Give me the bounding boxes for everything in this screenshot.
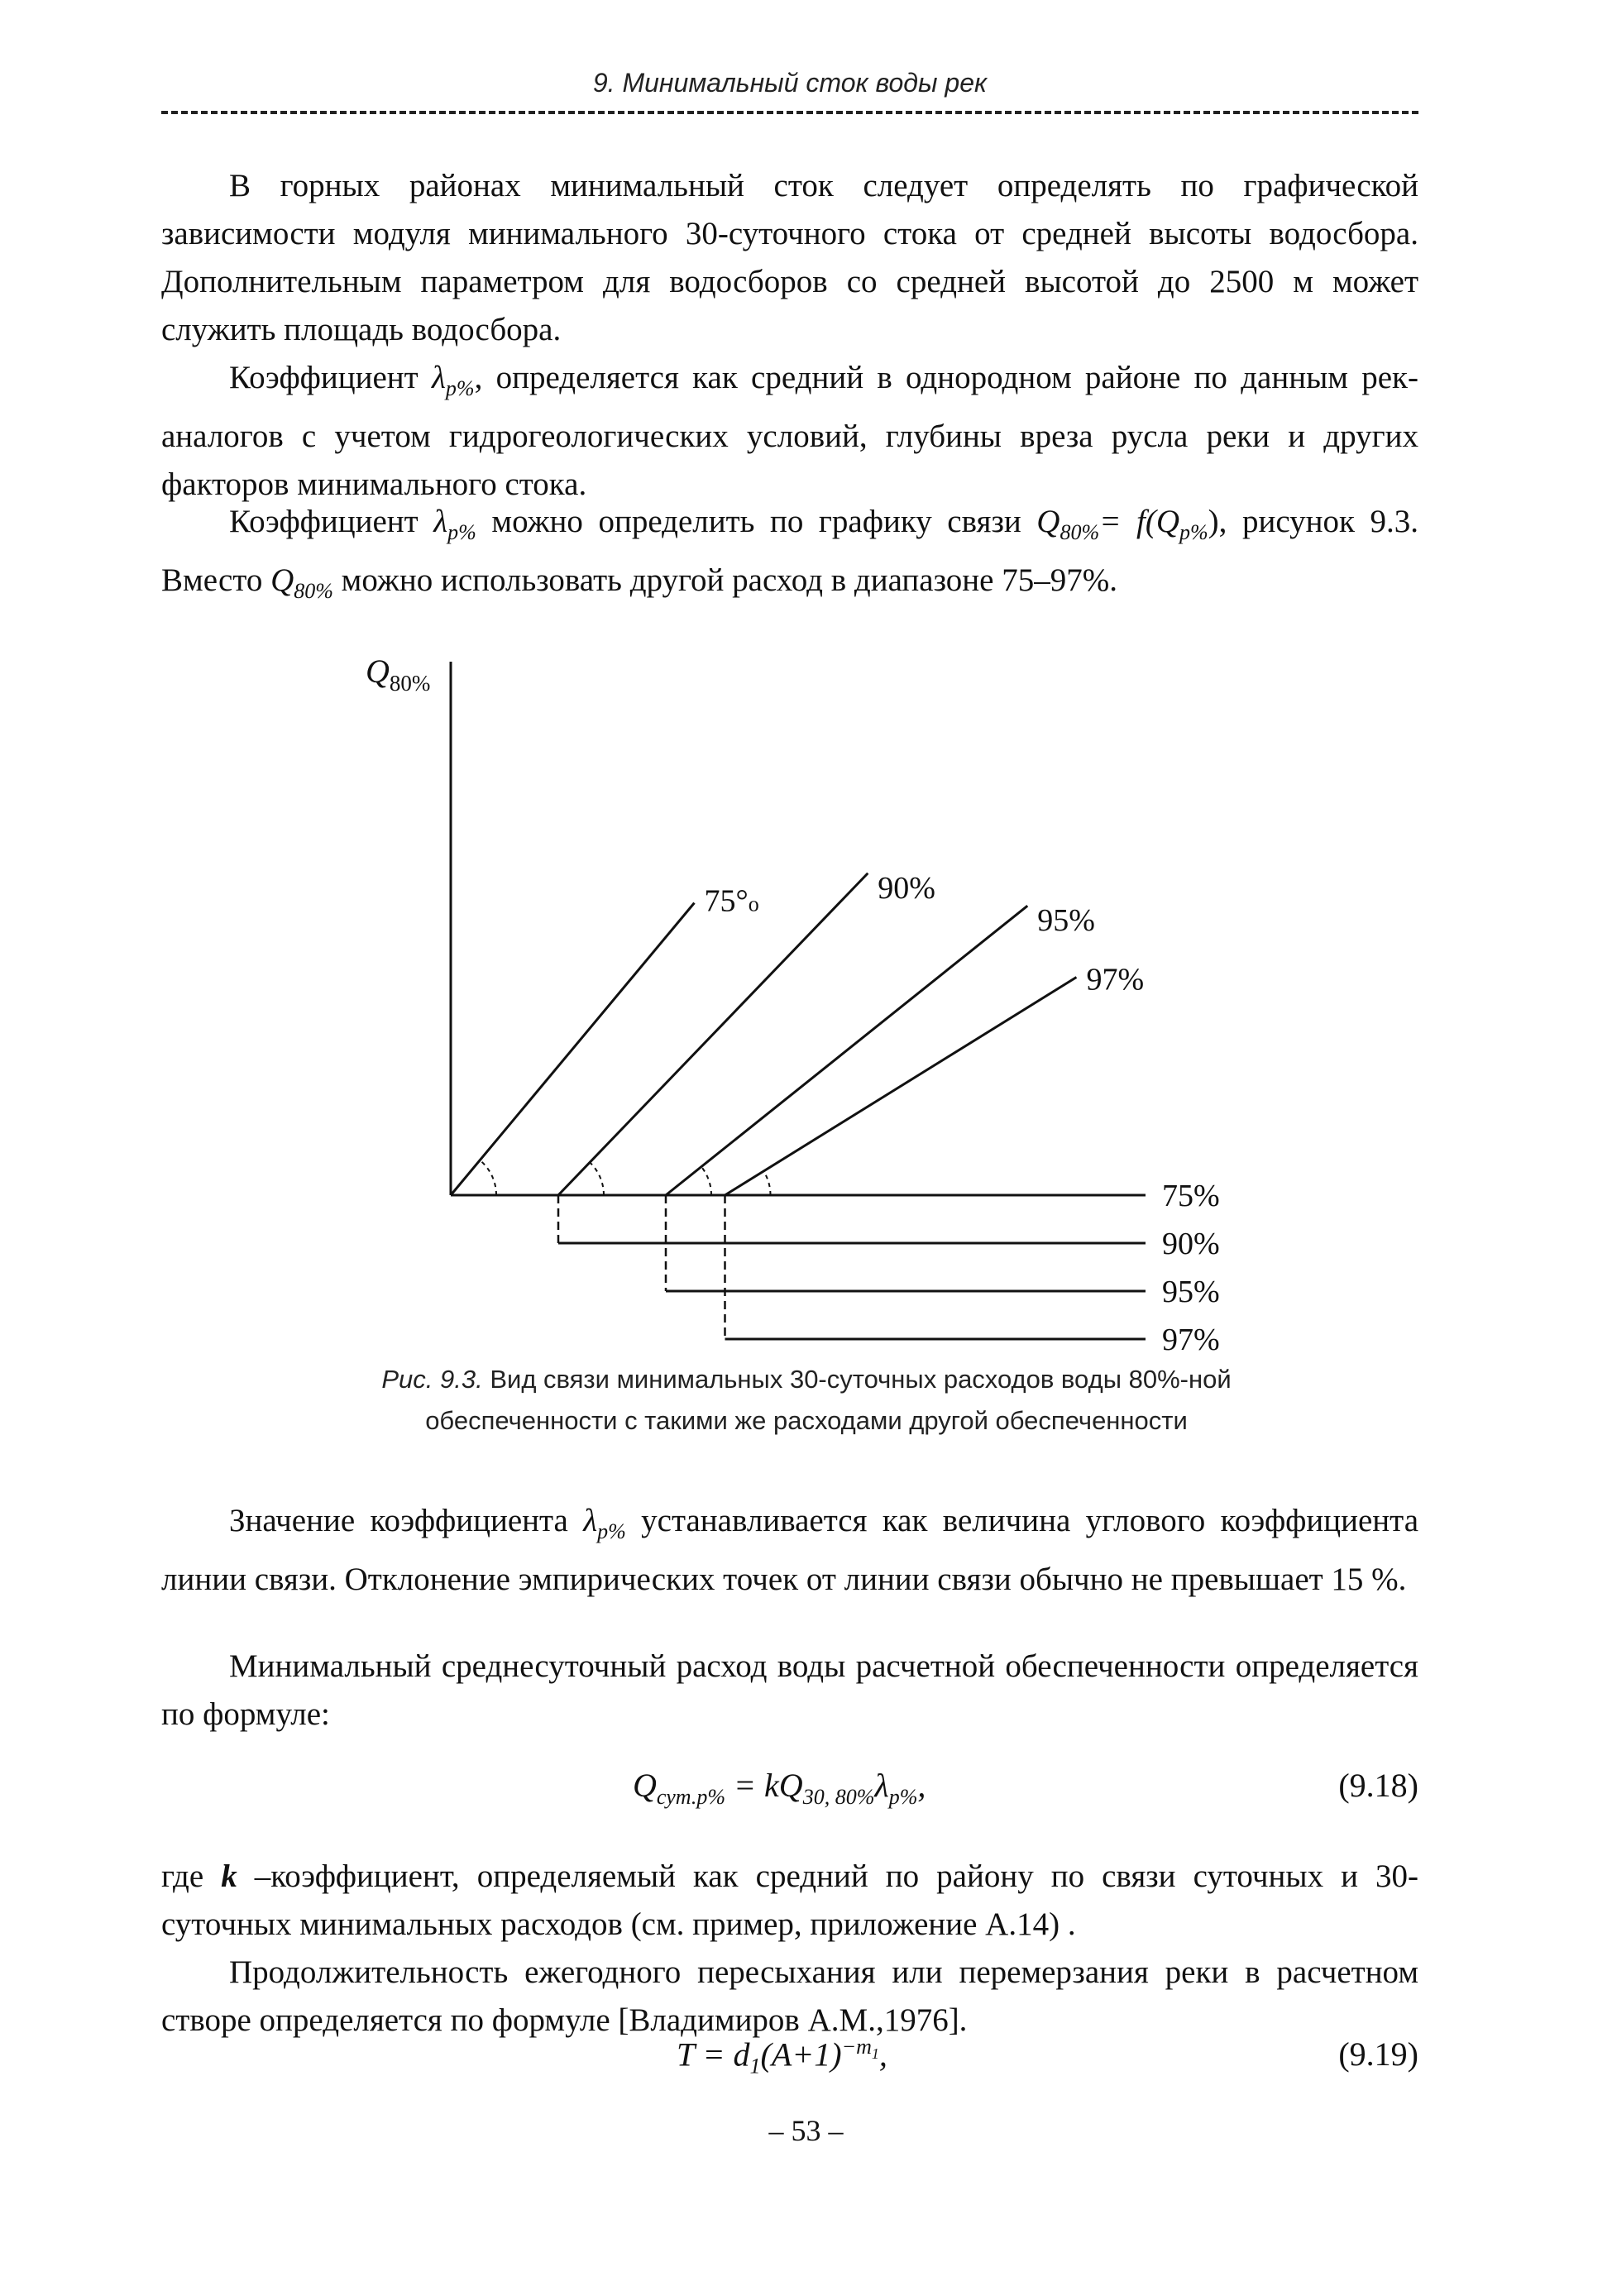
paragraph-2: Коэффициент $\lambda_{p\%}$, определяется как средний в однородном районе по данным рек-аналогов с учетом гидрогеологических условий, глубины вреза русла реки и других факторов минимального стока. [161, 360, 1418, 502]
paragraph-5: Минимальный среднесуточный расход воды расчетной обеспеченности определяется по формуле: [161, 1648, 1418, 1732]
x-axis-label-3: 95% [1162, 1275, 1220, 1309]
running-header: 9. Минимальный сток воды рек [592, 68, 988, 98]
formula-9-18: $Q_{сут.p\%} = kQ_{30, 80\%}\lambda_{p\%}$, [633, 1767, 926, 1809]
page-number: – 53 – [768, 2114, 844, 2147]
paragraph-6: где k –коэффициент, определяемый как средний по району по связи суточных и 30-суточных минимальных расходов (см. пример, приложение А.14) . [161, 1858, 1418, 1942]
angle-arc-2 [590, 1162, 604, 1195]
figure-9-3-chart [323, 645, 1290, 1356]
angle-arc-3 [701, 1167, 711, 1195]
series-line-4 [725, 978, 1077, 1195]
x-axis-label-1: 75% [1162, 1179, 1220, 1213]
series-line-3 [666, 906, 1027, 1195]
y-axis-label: $Q_{80\%}$ [366, 653, 431, 696]
series-label-1: 75°о [704, 883, 759, 919]
x-axis-label-2: 90% [1162, 1227, 1220, 1261]
x-axis-label-4: 97% [1162, 1323, 1220, 1356]
angle-arc-4 [763, 1171, 770, 1195]
paragraph-1: В горных районах минимальный сток следует определять по графической зависимости модуля минимального 30-суточного стока от средней высоты водосбора. Дополнительным параметром для водосборов со средней высотой до 2500 м может служить площадь водосбора. [161, 168, 1418, 347]
paragraph-7: Продолжительность ежегодного пересыхания или перемерзания реки в расчетном створе определяется по формуле [Владимиров А.М.,1976]. [161, 1954, 1418, 2038]
header-divider [161, 111, 1418, 114]
paragraph-3: Коэффициент $\lambda_{p\%}$ можно определить по графику связи $Q_{80\%}= f(Q_{p\%})$, рисунок 9.3. Вместо $Q_{80\%}$ можно использовать другой расход в диапазоне 75–97%. [161, 504, 1418, 603]
series-label-3: 95% [1037, 903, 1095, 939]
figure-caption: Рис. 9.3. Вид связи минимальных 30-суточных расходов воды 80%-ной обеспеченности с такими же расходами другой обеспеченности [381, 1365, 1232, 1435]
formula-9-19: $T = d_1(A+1)^{-m_1}$, [677, 2035, 887, 2078]
paragraph-4: Значение коэффициента $\lambda_{p\%}$ устанавливается как величина углового коэффициента линии связи. Отклонение эмпирических точек от линии связи обычно не превышает 15 %. [161, 1503, 1418, 1597]
equation-number-9-18: (9.18) [1338, 1767, 1418, 1804]
series-line-1 [451, 903, 694, 1195]
series-line-2 [558, 873, 868, 1195]
equation-number-9-19: (9.19) [1338, 2035, 1418, 2073]
series-label-2: 90% [878, 870, 935, 906]
series-label-4: 97% [1086, 962, 1145, 997]
angle-arc-1 [480, 1160, 496, 1195]
